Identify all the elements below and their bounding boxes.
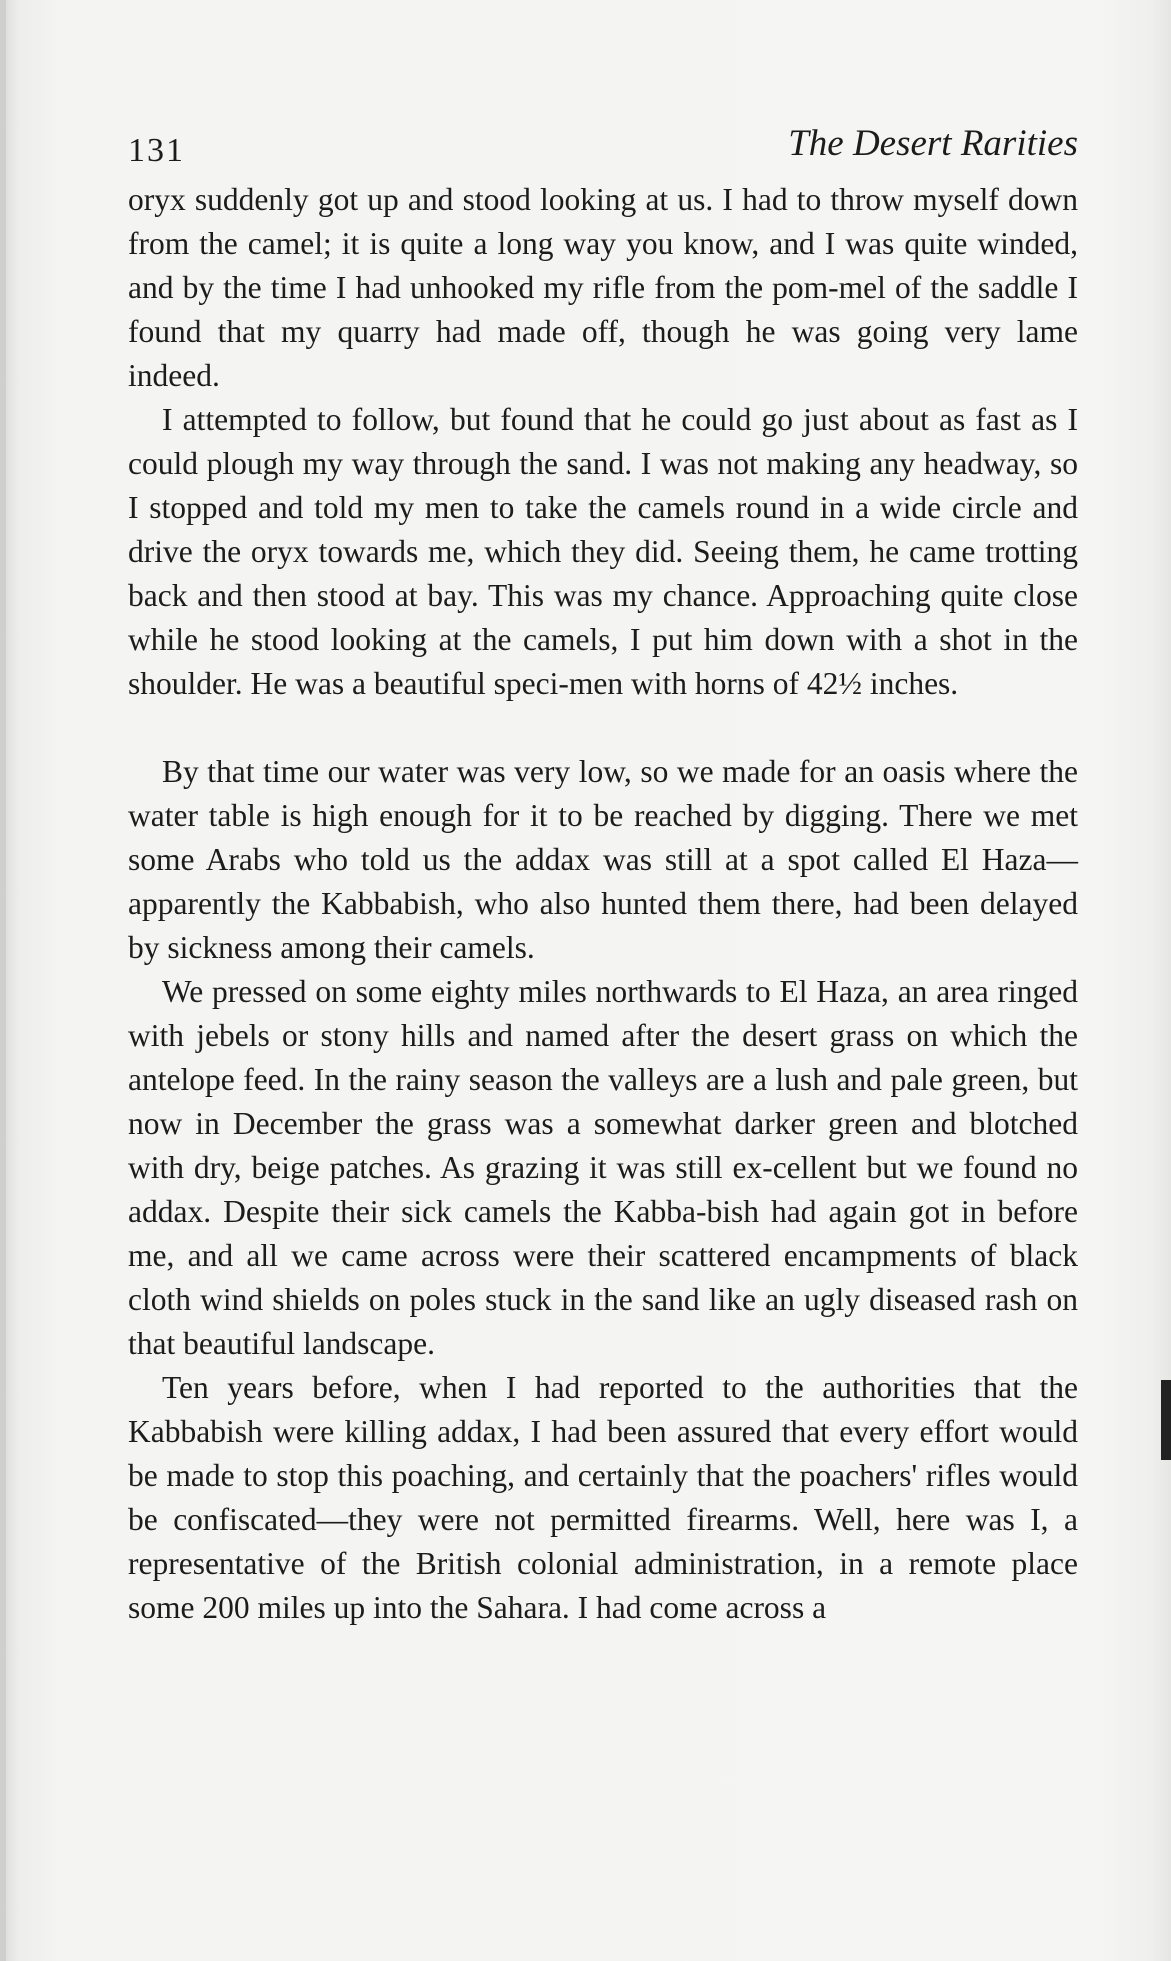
body-text [128,178,1078,1630]
paragraph: I attempted to follow, but found that he could go just about as fast as I could plough my way through the sand. I was not making any headway, so I stopped and told my men to take the camels round in a wide circle and drive the oryx towards me, which they did. Seeing them, he came trotting back and then stood at bay. This was my chance. Approaching quite close while he stood looking at the camels, I put him down with a shot in the shoulder. He was a beautiful speci-men with horns of 42½ inches. [128,402,1078,701]
page-header [128,118,1078,170]
paragraph: oryx suddenly got up and stood looking at us. I had to throw myself down from the camel; it is quite a long way you know, and I was quite winded, and by the time I had unhooked my rifle from the pom-mel of the saddle I found that my quarry had made off, though he was going very lame indeed. [128,182,1078,393]
paragraph: By that time our water was very low, so we made for an oasis where the water table is high enough for it to be reached by digging. There we met some Arabs who told us the addax was still at a spot called El Haza—apparently the Kabbabish, who also hunted them there, had been delayed by sickness among their camels. [128,754,1078,965]
section-break [128,706,1078,750]
page-edge-mark [1161,1380,1171,1460]
paragraph: We pressed on some eighty miles northwards to El Haza, an area ringed with jebels or stony hills and named after the desert grass on which the antelope feed. In the rainy season the valleys are a lush and pale green, but now in December the grass was a somewhat darker green and blotched with dry, beige patches. As grazing it was still ex-cellent but we found no addax. Despite their sick camels the Kabba-bish had again got in before me, and all we came across were their scattered encampments of black cloth wind shields on poles stuck in the sand like an ugly diseased rash on that beautiful landscape. [128,974,1078,1361]
page-number: 131 [128,132,185,169]
paragraph: Ten years before, when I had reported to the authorities that the Kabbabish were killing addax, I had been assured that every effort would be made to stop this poaching, and certainly that the poachers' rifles would be confiscated—they were not permitted firearms. Well, here was I, a representative of the British colonial administration, in a remote place some 200 miles up into the Sahara. I had come across a [128,1370,1078,1625]
page-spine-edge [0,0,6,1961]
running-title: The Desert Rarities [788,123,1078,164]
